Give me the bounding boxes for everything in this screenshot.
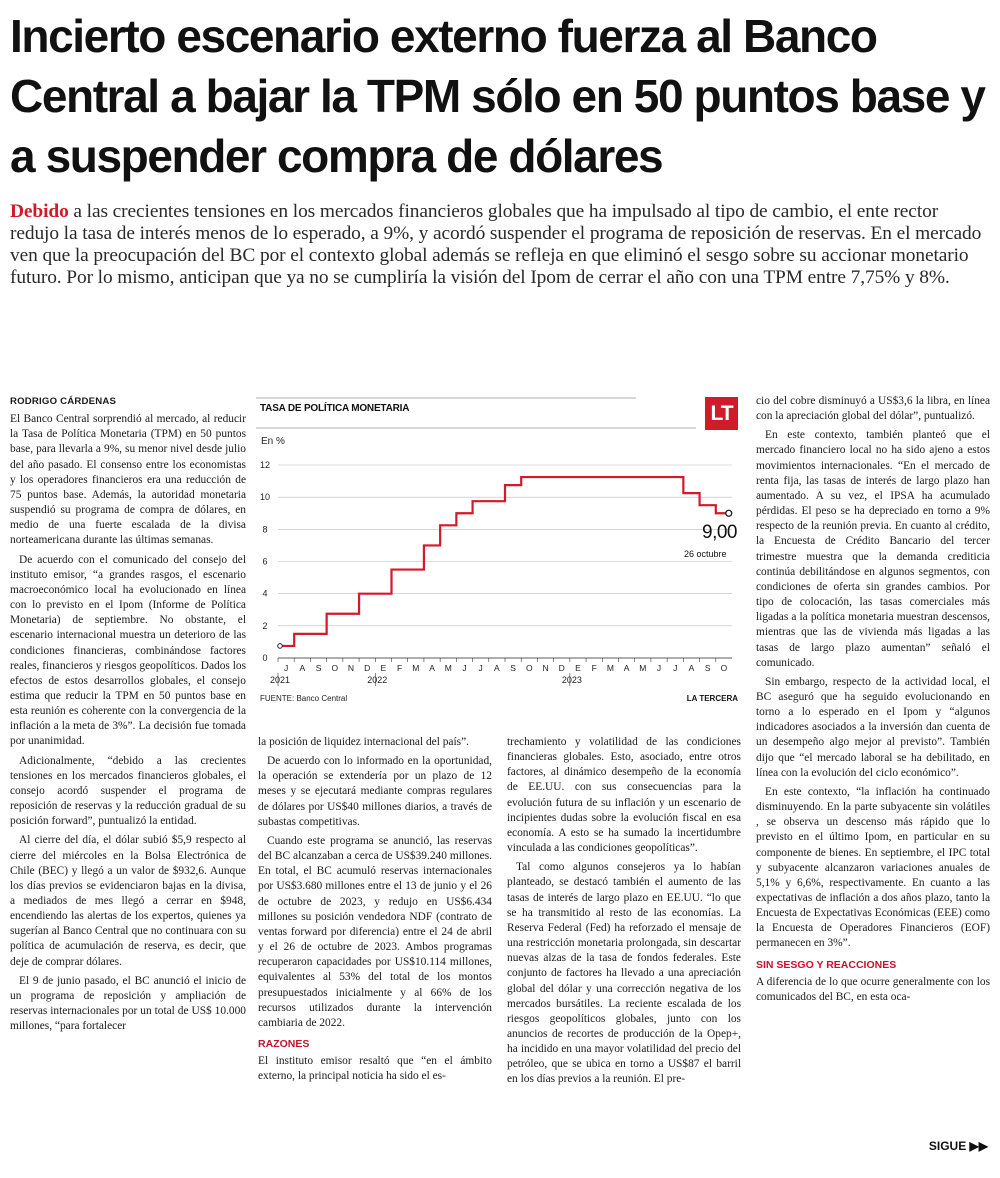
- x-tick-label: O: [526, 663, 533, 673]
- chart-title: TASA DE POLÍTICA MONETARIA: [260, 403, 410, 414]
- x-tick-label: A: [299, 663, 306, 673]
- column-3: [507, 735, 741, 1092]
- x-tick-label: A: [494, 663, 500, 673]
- x-tick-label: O: [331, 663, 339, 673]
- paragraph: Al cierre del día, el dólar subió $5,9 respecto al cierre del miércoles en la Bolsa Electrónica de Chile (BEC) y llegó a un valor de $932,6. Aunque los días previos se evidenciaron bajas en la divisa, a mediados de mes llegó a cerrar en $948, encendiendo las alertas de los expertos, quienes ya sugerían al Banco Central que no continuara con su política de acumulación de reserva, es decir, que deje de comprar dólares.: [10, 834, 246, 968]
- x-tick-label: N: [542, 663, 549, 673]
- x-tick-label: A: [688, 663, 695, 673]
- tpm-chart: [256, 394, 742, 712]
- paragraph: trechamiento y volatilidad de las condiciones financieras globales. Esto, asociado, entre otros factores, al dinámico desempeño de la economía de EE.UU. con sus consecuencias para la evolución futura de su inflación y un escenario de incipientes dudas sobre la evolución fiscal en esa economía. A esto se ha sumado la incertidumbre vinculada a las condiciones geopolíticas”.: [507, 736, 741, 855]
- lead-keyword: Debido: [10, 201, 69, 222]
- x-tick-label: S: [704, 663, 711, 673]
- la-tercera-logo: LT: [705, 397, 738, 430]
- y-tick-label: 0: [262, 653, 268, 663]
- x-tick-label: D: [364, 663, 371, 673]
- paragraph: Adicionalmente, “debido a las crecientes tensiones en los mercados financieros globales, el consejo acordó suspender el programa de reposición de reservas y la reducción gradual de su posición forward”, puntualizó la entidad.: [10, 754, 246, 828]
- paragraph: El 9 de junio pasado, el BC anunció el inicio de un programa de reposición y ampliación de reservas internacionales por un total de US$ 10.000 millones, “para fortalecer: [10, 974, 246, 1033]
- x-tick-label: J: [673, 663, 678, 673]
- last-value-label: 9,00: [702, 522, 737, 543]
- x-tick-label: M: [639, 663, 647, 673]
- year-label: 2022: [367, 675, 388, 685]
- subhead-razones: RAZONES: [258, 1037, 310, 1050]
- paragraph: El instituto emisor resaltó que “en el ámbito externo, la principal noticia ha sido el es-: [258, 1055, 492, 1083]
- y-tick-label: 6: [262, 556, 268, 567]
- paragraph: En este contexto, “la inflación ha continuado disminuyendo. En la parte subyacente sin volátiles , se observa un descenso más rápido que lo previsto en el último Ipom, en particular en su componente de bienes. En septiembre, el IPC total y subyacente alcanzaron variaciones anuales de 5,1% y 6,6%, respectivamente. En cuanto a las expectativas de inflación a dos años plazo, tanto la Encuesta de Expectativas Económicas (EEE) como la Encuesta de Operadores Financieros (EOF) permanecen en 3%”.: [756, 785, 990, 950]
- chart-ylabel: En %: [261, 436, 285, 447]
- paragraph: El Banco Central sorprendió al mercado, al reducir la Tasa de Política Monetaria (TPM) en 50 puntos base, para llevarla a 9%, su menor nivel desde julio del año pasado. El consenso entre los economistas y los operadores financieros era una reducción de 75 puntos base. Además, la autoridad monetaria suspendió su programa de compra de dólares, en medio de una fuerte escalada de la divisa norteamericana durante las últimas semanas.: [10, 413, 246, 547]
- x-tick-label: J: [283, 663, 289, 673]
- column-4: [756, 394, 990, 1009]
- y-tick-label: 2: [262, 620, 268, 631]
- last-date-label: 26 octubre: [684, 549, 727, 559]
- paragraph: En este contexto, también planteó que el mercado financiero local no ha sido ajeno a estos movimientos internacionales. “En el mercado de renta fija, las tasas de interés de largo plazo han aumentado. A su vez, el IPSA ha acumulado pérdidas. El peso se ha depreciado en torno a 9% respecto de la reunión previa. En cuanto al crédito, la Encuesta de Crédito Bancario del tercer trimestre muestra que la demanda crediticia continúa debilitándose en algunos segmentos, con condiciones de oferta sin grandes cambios. Por tipo de colocación, las tasas comerciales más ligadas a la política monetaria muestran descensos, mientras que las de vivienda más ligadas a las tasas de largo plazo aumentan” señaló el comunicado.: [756, 429, 990, 669]
- x-tick-label: E: [380, 663, 387, 673]
- x-tick-label: D: [558, 663, 565, 673]
- x-tick-label: F: [591, 663, 597, 673]
- x-tick-label: S: [510, 663, 516, 673]
- chart-brand: LA TERCERA: [686, 694, 738, 703]
- y-tick-label: 4: [262, 588, 268, 599]
- last-value-marker: [726, 510, 732, 516]
- lead-text: a las crecientes tensiones en los mercados financieros globales que ha impulsado al tipo de cambio, el ente rector redujo la tasa de interés menos de lo esperado, a 9%, y acordó suspender el programa de reposición de reservas. En el mercado ven que la preocupación del BC por el contexto global además se refleja en que eliminó el sesgo sobre su accionar monetario futuro. Por lo mismo, anticipan que ya no se cumpliría la visión del Ipom de cerrar el año con una TPM entre 7,75% y 8%.: [10, 201, 982, 288]
- x-tick-label: N: [347, 663, 355, 673]
- paragraph: De acuerdo con el comunicado del consejo del instituto emisor, “a grandes rasgos, el escenario macroeconómico local ha evolucionado en línea con lo previsto en el Ipom (Informe de Política Monetaria) de septiembre. No obstante, el escenario internacional muestra un deterioro de las condiciones financieras, combinándose factores reales, financieros y riesgos geopolíticos. Dados los efectos de estos desarrollos globales, el consejo estima que reducir la TPM en 50 puntos base en esta reunión es coherente con la convergencia de la inflación a la meta de 3%”. La decisión fue tomada por unanimidad.: [10, 553, 246, 748]
- byline: RODRIGO CÁRDENAS: [10, 396, 117, 407]
- paragraph: la posición de liquidez internacional del país”.: [258, 736, 469, 748]
- x-tick-label: J: [656, 663, 662, 673]
- x-tick-label: M: [444, 663, 452, 673]
- y-tick-label: 12: [259, 460, 271, 470]
- x-tick-label: S: [315, 663, 322, 673]
- year-label: 2021: [270, 675, 291, 685]
- x-tick-label: A: [429, 663, 435, 673]
- x-tick-label: A: [623, 663, 630, 673]
- paragraph: A diferencia de lo que ocurre generalmente con los comunicados del BC, en esta oca-: [756, 975, 990, 1003]
- subhead-sin-sesgo: SIN SESGO Y REACCIONES: [756, 958, 897, 971]
- chart-canvas: [256, 394, 742, 712]
- x-tick-label: M: [412, 663, 420, 673]
- y-tick-label: 10: [259, 492, 271, 503]
- column-1: [10, 394, 246, 1038]
- x-tick-label: E: [575, 663, 581, 673]
- x-tick-label: O: [720, 663, 728, 673]
- column-2: [258, 735, 492, 1088]
- sigue-label: SIGUE ▶▶: [928, 1139, 988, 1153]
- paragraph: De acuerdo con lo informado en la oportunidad, la operación se extendería por un plazo de 12 meses y se ejecutará mediante compras regulares de dólares por US$40 millones diarios, a través de subastas competitivas.: [258, 755, 492, 828]
- paragraph: Cuando este programa se anunció, las reservas del BC alcanzaban a cerca de US$39.240 millones. En total, el BC acumuló reservas internacionales por US$3.680 millones entre el 13 de junio y el 26 de octubre de 2023, y redujo en US$6.434 millones su posición vendedora NDF (contrato de ventas forward por diferencia) entre el 24 de abril y el 26 de octubre de 2023. Ambos programas recuperaron capacidades por US$10.114 millones, equivalentes al 53% del total de los montos presupuestados inicialmente y al 66% de los recursos utilizados durante la intervención cambiaria de 2022.: [258, 834, 492, 1029]
- x-tick-label: M: [606, 663, 614, 673]
- paragraph: Sin embargo, respecto de la actividad local, el BC aseguró que ha seguido evolucionando en torno a lo esperado en el Ipom y “algunos indicadores asociados a la inversión dan cuenta de un desempeño algo mejor al previsto”. También dijo que “el mercado laboral se ha debilitado, en línea con la evolución del ciclo económico”.: [756, 675, 990, 779]
- headline: Incierto escenario externo fuerza al Banco Central a bajar la TPM sólo en 50 puntos base y a suspender compra de dólares: [10, 10, 985, 182]
- x-tick-label: F: [397, 663, 403, 673]
- x-tick-label: J: [462, 663, 467, 673]
- paragraph: cio del cobre disminuyó a US$3,6 la libra, en línea con la apreciación global del dólar”, puntualizó.: [756, 395, 990, 423]
- y-tick-label: 8: [262, 524, 268, 535]
- lead-paragraph: [10, 201, 985, 289]
- chart-source: FUENTE: Banco Central: [260, 694, 348, 703]
- year-label: 2023: [561, 675, 582, 685]
- first-value-marker: [278, 644, 283, 649]
- x-tick-label: J: [478, 663, 483, 673]
- paragraph: Tal como algunos consejeros ya lo habían planteado, se destacó también el aumento de las tasas de interés de largo plazo en EE.UU. “lo que se ha transmitido al resto de las economías. La Reserva Federal (Fed) ha reforzado el mensaje de una restricción monetaria prolongada, sin descartar nuevas alzas de la tasa de fondos federales. Este conjunto de factores ha llevado a una apreciación global del dólar y una corrección negativa de los mercados bursátiles. La reciente escalada de los riesgos geopolíticos globales, junto con los anuncios de recortes de producción de la Opep+, ha incidido en una mayor volatilidad del precio del petróleo, que se ubica en torno a US$87 el barril en los días previos a la reunión. El pre-: [507, 861, 741, 1086]
